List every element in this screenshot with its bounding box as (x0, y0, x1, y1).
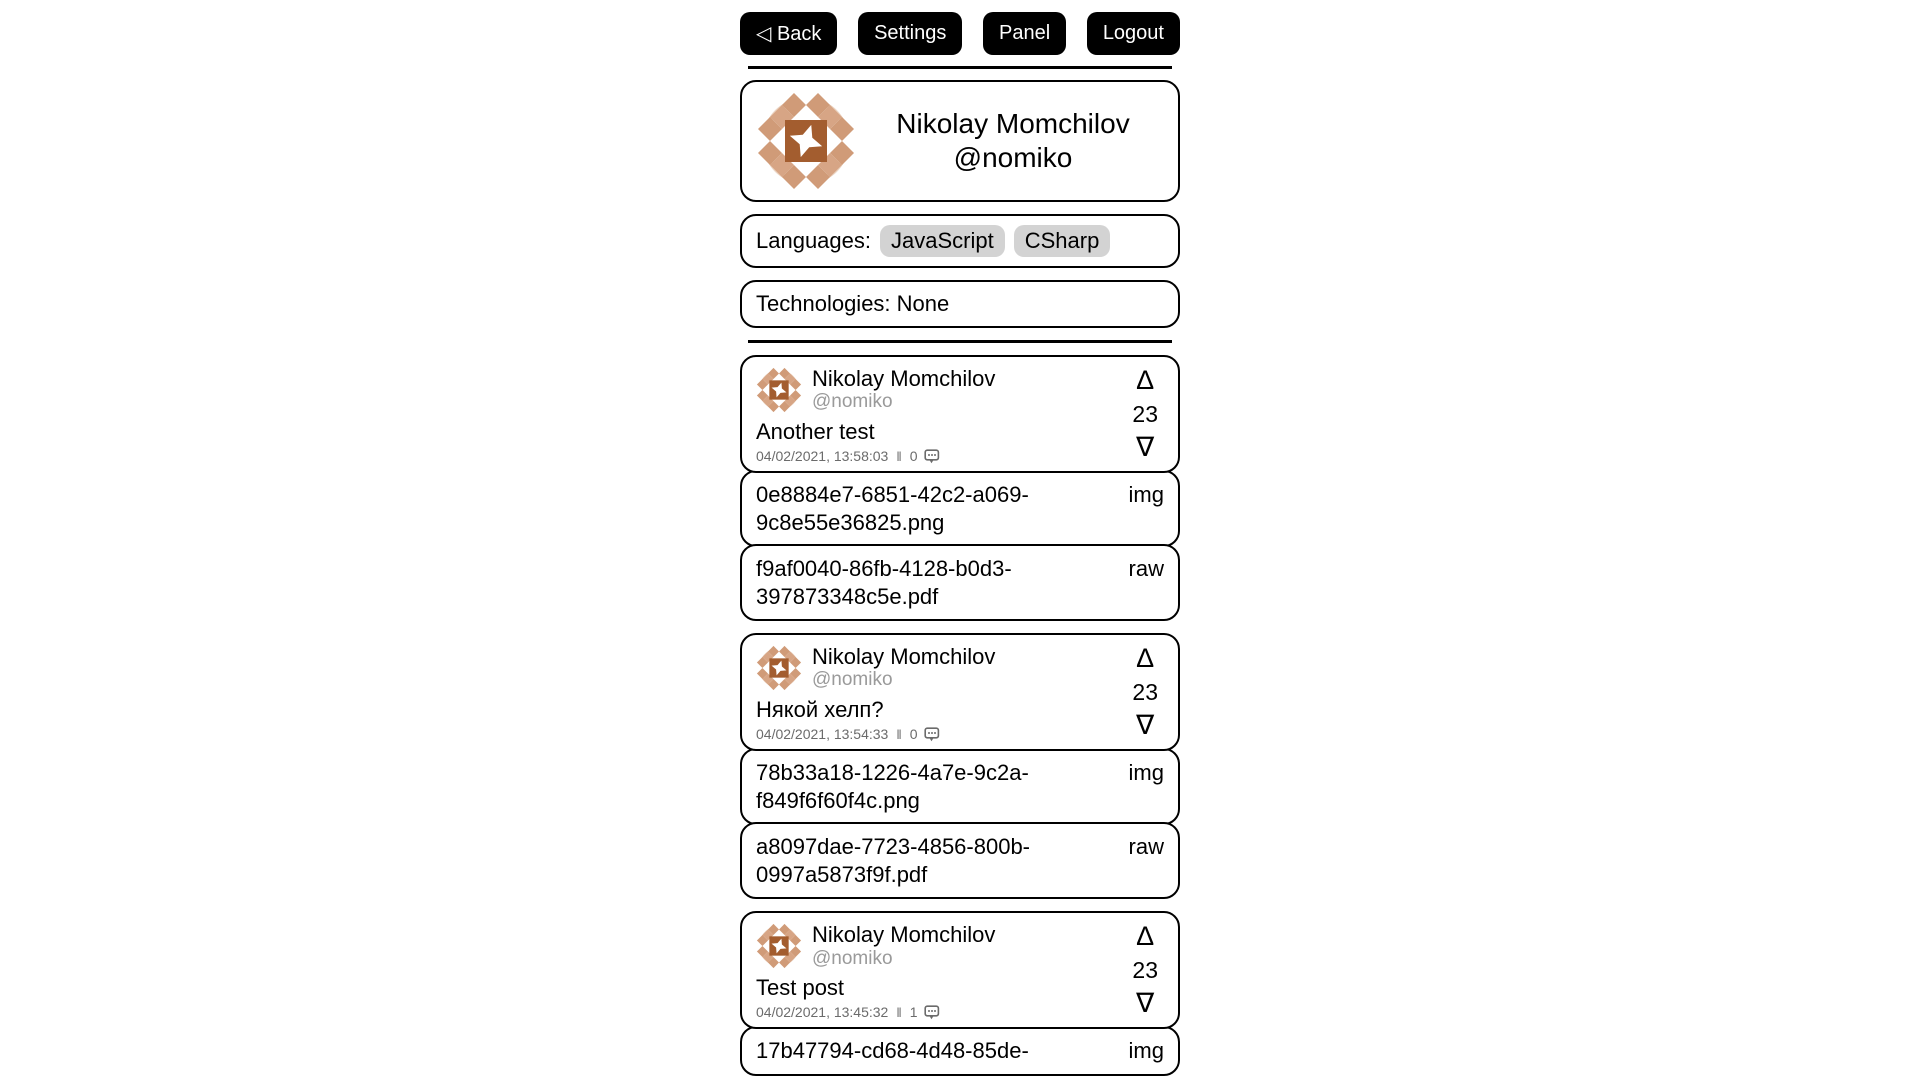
post-author-handle: @nomiko (812, 391, 893, 413)
panel-button[interactable]: Panel (983, 12, 1066, 55)
meta-separator: ‖ (896, 1004, 902, 1020)
technologies-value: None (896, 291, 950, 316)
post-title: Test post (756, 975, 845, 1001)
post-card[interactable] (740, 911, 1180, 1029)
attachment-type: img (1128, 760, 1164, 786)
upvote-button[interactable]: Δ (1136, 643, 1155, 674)
downvote-button[interactable]: ∇ (1136, 988, 1155, 1019)
languages-card (740, 214, 1180, 268)
attachment-filename: 0e8884e7-6851-42c2-a069-9c8e55e36825.png (756, 482, 1029, 535)
technologies-card (740, 280, 1180, 328)
post-meta (756, 1004, 1164, 1020)
technologies-label: Technologies: (756, 291, 891, 316)
attachment-row[interactable] (740, 748, 1180, 825)
post-title: Някой хелп? (756, 697, 884, 723)
vote-count: 23 (1132, 956, 1158, 983)
attachment-type: img (1128, 482, 1164, 508)
post-group (740, 911, 1180, 1076)
vote-count: 23 (1132, 400, 1158, 427)
comment-bubble-icon (924, 1005, 940, 1020)
post-title: Another test (756, 419, 875, 445)
vote-widget (1132, 645, 1158, 739)
toolbar (740, 12, 1180, 55)
settings-button[interactable]: Settings (858, 12, 962, 55)
post-author-handle: @nomiko (812, 947, 893, 969)
meta-separator: ‖ (896, 726, 902, 742)
post-author-names (812, 922, 995, 969)
vote-widget (1132, 367, 1158, 461)
post-author-name: Nikolay Momchilov (812, 644, 996, 670)
meta-separator: ‖ (896, 448, 902, 464)
back-arrow-icon: ◁ (756, 23, 772, 45)
attachment-filename: 17b47794-cd68-4d48-85de- (756, 1038, 1029, 1064)
post-author-handle: @nomiko (812, 669, 893, 691)
downvote-button[interactable]: ∇ (1136, 432, 1155, 463)
attachment-row[interactable] (740, 544, 1180, 621)
post-timestamp: 04/02/2021, 13:58:03 (756, 448, 889, 465)
post-author-row (756, 922, 1164, 969)
back-button[interactable] (740, 12, 837, 55)
page-content (740, 0, 1180, 1076)
post-author-name: Nikolay Momchilov (812, 366, 996, 391)
profile-name: Nikolay Momchilov (896, 107, 1130, 139)
attachment-row[interactable] (740, 470, 1180, 547)
attachment-type: img (1128, 1038, 1164, 1064)
post-group (740, 633, 1180, 899)
post-group (740, 355, 1180, 621)
downvote-button[interactable]: ∇ (1136, 710, 1155, 741)
post-author-names (812, 644, 995, 691)
profile-card (740, 80, 1180, 202)
profile-handle: @nomiko (953, 142, 1073, 173)
vote-widget (1132, 923, 1158, 1017)
post-author-row (756, 644, 1164, 691)
post-timestamp: 04/02/2021, 13:45:32 (756, 1004, 889, 1021)
back-button-label: Back (776, 23, 822, 45)
attachment-filename: a8097dae-7723-4856-800b-0997a5873f9f.pdf (756, 834, 1031, 887)
attachment-row[interactable] (740, 1026, 1180, 1076)
vote-count: 23 (1132, 678, 1158, 705)
profile-avatar-identicon (756, 91, 856, 191)
attachment-type: raw (1128, 834, 1164, 860)
posts-divider (748, 340, 1172, 343)
attachment-type: raw (1128, 556, 1164, 582)
upvote-button[interactable]: Δ (1136, 921, 1155, 952)
attachment-filename: f9af0040-86fb-4128-b0d3-397873348c5e.pdf (756, 556, 1012, 609)
post-author-names (812, 366, 995, 413)
post-timestamp: 04/02/2021, 13:54:33 (756, 726, 889, 743)
post-author-name: Nikolay Momchilov (812, 922, 996, 948)
post-comment-count: 0 (909, 448, 918, 465)
language-badge-javascript: JavaScript (880, 225, 1005, 257)
logout-button[interactable]: Logout (1087, 12, 1180, 55)
languages-label: Languages: (756, 228, 871, 253)
post-comment-count: 0 (909, 726, 918, 743)
post-card[interactable] (740, 633, 1180, 751)
post-avatar-identicon (756, 645, 802, 691)
post-avatar-identicon (756, 367, 802, 413)
comment-bubble-icon (924, 727, 940, 742)
post-meta (756, 726, 1164, 742)
post-author-row (756, 366, 1164, 413)
post-meta (756, 448, 1164, 464)
attachment-filename: 78b33a18-1226-4a7e-9c2a-f849f6f60f4c.png (756, 760, 1029, 813)
upvote-button[interactable]: Δ (1136, 365, 1155, 395)
post-avatar-identicon (756, 923, 802, 969)
profile-names (862, 107, 1164, 175)
post-comment-count: 1 (909, 1004, 918, 1021)
attachment-row[interactable] (740, 822, 1180, 899)
toolbar-divider (748, 66, 1172, 69)
comment-bubble-icon (924, 449, 940, 464)
language-badge-csharp: CSharp (1014, 225, 1111, 257)
post-card[interactable] (740, 355, 1180, 473)
